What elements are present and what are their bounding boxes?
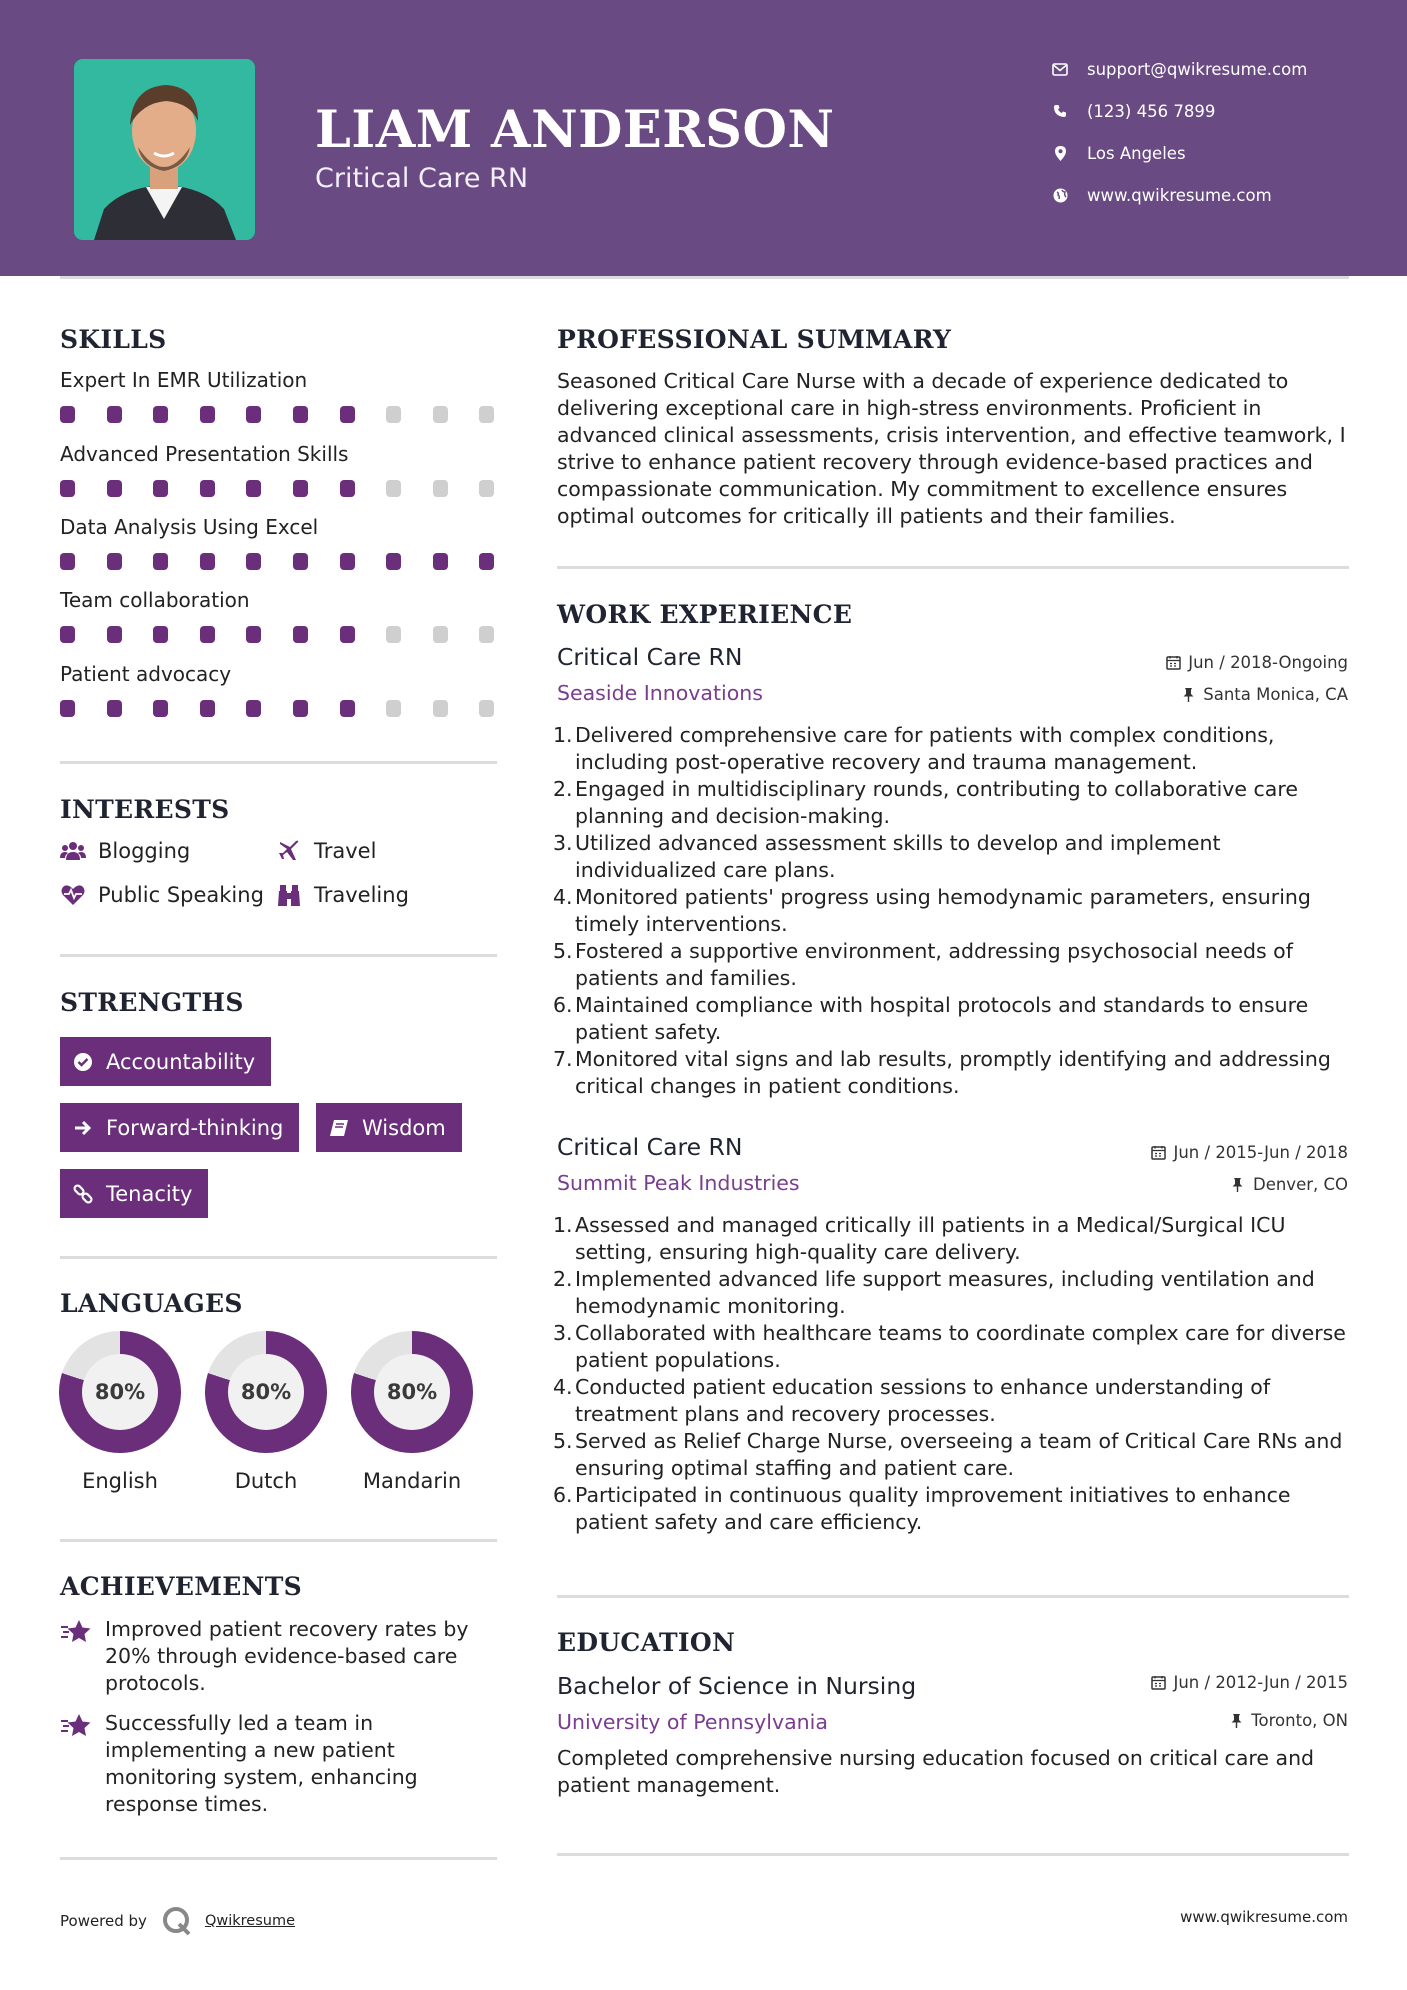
language-item — [351, 1331, 473, 1493]
interest-label: Public Speaking — [98, 883, 264, 907]
skill-dot-filled — [340, 700, 355, 717]
skill-dot-empty — [386, 480, 401, 497]
languages-heading: LANGUAGES — [60, 1289, 243, 1318]
bullet-number: 3. — [553, 1321, 573, 1345]
bullet-text: Assessed and managed critically ill patients in a Medical/Surgical ICU setting, ensuring high-quality care delivery. — [575, 1213, 1286, 1264]
achievements-heading: ACHIEVEMENTS — [60, 1572, 302, 1601]
skill-dot-filled — [153, 480, 168, 497]
thumbtack-icon — [1228, 1713, 1244, 1729]
skill-dot-filled — [293, 553, 308, 570]
skill-dot-empty — [433, 700, 448, 717]
skill-dot-filled — [433, 553, 448, 570]
section-divider — [60, 761, 497, 764]
section-divider — [60, 1539, 497, 1542]
skill-dot-filled — [293, 406, 308, 423]
education-location — [1228, 1711, 1348, 1730]
job-bullet — [553, 992, 1353, 1046]
job-bullet — [553, 938, 1353, 992]
job-bullet — [553, 884, 1353, 938]
qwikresume-link[interactable]: Qwikresume — [204, 1913, 296, 1929]
skill-dot-filled — [246, 700, 261, 717]
calendar-icon — [1165, 655, 1181, 671]
calendar-icon — [1150, 1675, 1166, 1691]
job-bullet — [553, 830, 1353, 884]
interest-item — [276, 838, 376, 864]
skill-dot-empty — [479, 406, 494, 423]
skill-dot-filled — [107, 626, 122, 643]
section-divider — [557, 566, 1349, 569]
map-pin-icon — [1050, 143, 1070, 163]
section-divider — [60, 1256, 497, 1259]
strength-label: Forward-thinking — [106, 1115, 284, 1140]
achievement-item — [60, 1710, 500, 1818]
skill-dot-filled — [60, 700, 75, 717]
skill-dot-filled — [107, 480, 122, 497]
footer-website[interactable]: www.qwikresume.com — [1180, 1908, 1348, 1926]
education-dates — [1150, 1673, 1348, 1692]
job-bullets — [553, 722, 1353, 1100]
powered-by-text: Powered by — [60, 1912, 147, 1930]
strengths-heading: STRENGTHS — [60, 988, 244, 1017]
skill-dot-empty — [479, 480, 494, 497]
skill-rating — [60, 553, 497, 570]
skill-dot-filled — [200, 553, 215, 570]
skill-dot-filled — [153, 626, 168, 643]
skill-dot-empty — [386, 700, 401, 717]
bullet-number: 1. — [553, 1213, 573, 1237]
language-name: Dutch — [234, 1469, 298, 1493]
contact-phone[interactable] — [1050, 101, 1215, 121]
job-dates — [1150, 1143, 1348, 1162]
language-percent: 80% — [228, 1354, 304, 1430]
globe-icon — [1050, 185, 1070, 205]
skill-dot-filled — [479, 553, 494, 570]
link-icon — [72, 1183, 94, 1205]
bullet-number: 4. — [553, 1375, 573, 1399]
degree-name: Bachelor of Science in Nursing — [557, 1672, 917, 1700]
skill-dot-filled — [200, 626, 215, 643]
bullet-number: 3. — [553, 831, 573, 855]
bullet-number: 6. — [553, 1483, 573, 1507]
skill-dot-empty — [479, 626, 494, 643]
job-bullet — [553, 1428, 1353, 1482]
bullet-text: Maintained compliance with hospital protocols and standards to ensure patient safety. — [575, 993, 1309, 1044]
header-divider — [60, 276, 1349, 279]
skill-dot-filled — [153, 700, 168, 717]
job-bullets — [553, 1212, 1353, 1536]
bullet-number: 4. — [553, 885, 573, 909]
section-divider — [557, 1853, 1349, 1856]
bullet-text: Served as Relief Charge Nurse, overseeing a team of Critical Care RNs and ensuring optimal staffing and patient care. — [575, 1429, 1343, 1480]
company-name: Summit Peak Industries — [557, 1171, 800, 1195]
language-item — [59, 1331, 181, 1493]
skill-dot-filled — [246, 406, 261, 423]
bullet-number: 2. — [553, 1267, 573, 1291]
contact-website[interactable] — [1050, 185, 1272, 205]
skill-name: Patient advocacy — [60, 662, 232, 686]
achievement-text: Successfully led a team in implementing a new patient monitoring system, enhancing response times. — [105, 1711, 418, 1816]
skill-dot-filled — [386, 553, 401, 570]
job-bullet — [553, 1266, 1353, 1320]
strength-badge — [316, 1103, 462, 1152]
job-title: Critical Care RN — [557, 643, 743, 671]
contact-phone-text: (123) 456 7899 — [1087, 101, 1216, 121]
job-location-text: Santa Monica, CA — [1203, 685, 1348, 704]
skill-dot-filled — [153, 406, 168, 423]
skill-dot-filled — [107, 553, 122, 570]
skill-dot-filled — [200, 406, 215, 423]
skill-dot-filled — [60, 553, 75, 570]
bullet-text: Participated in continuous quality improvement initiatives to enhance patient safety and care efficiency. — [575, 1483, 1291, 1534]
skill-dot-filled — [246, 626, 261, 643]
skill-rating — [60, 700, 497, 717]
plane-icon — [276, 838, 302, 864]
star-award-icon — [60, 1712, 92, 1742]
candidate-title: Critical Care RN — [315, 163, 529, 194]
star-award-icon — [60, 1618, 92, 1648]
job-bullet — [553, 776, 1353, 830]
job-bullet — [553, 1374, 1353, 1428]
strength-badge — [60, 1037, 271, 1086]
skill-name: Expert In EMR Utilization — [60, 368, 308, 392]
phone-icon — [1050, 101, 1070, 121]
bullet-number: 6. — [553, 993, 573, 1017]
skill-dot-empty — [433, 480, 448, 497]
job-title: Critical Care RN — [557, 1133, 743, 1161]
language-ring — [59, 1331, 181, 1453]
job-bullet — [553, 1482, 1353, 1536]
job-dates-text: Jun / 2018-Ongoing — [1188, 653, 1348, 672]
resume-header — [0, 0, 1407, 276]
experience-heading: WORK EXPERIENCE — [557, 600, 853, 629]
summary-text: Seasoned Critical Care Nurse with a decade of experience dedicated to delivering exceptional care in high-stress environments. Proficient in advanced clinical assessments, crisis intervention, and effective teamwork, I strive to enhance patient recovery through evidence-based practices and compassionate communication. My commitment to excellence ensures optimal outcomes for critically ill patients and their families. — [557, 369, 1346, 528]
users-icon — [60, 838, 86, 864]
interests-heading: INTERESTS — [60, 795, 230, 824]
interest-label: Traveling — [314, 883, 409, 907]
skill-dot-empty — [479, 700, 494, 717]
language-name: Mandarin — [362, 1469, 462, 1493]
bullet-number: 5. — [553, 1429, 573, 1453]
job-bullet — [553, 1320, 1353, 1374]
interest-item — [60, 838, 190, 864]
skill-dot-filled — [340, 626, 355, 643]
powered-by — [60, 1905, 295, 1937]
skill-dot-filled — [293, 626, 308, 643]
section-divider — [557, 1595, 1349, 1598]
language-item — [205, 1331, 327, 1493]
job-bullet — [553, 1212, 1353, 1266]
candidate-name: LIAM ANDERSON — [315, 100, 835, 160]
bullet-text: Fostered a supportive environment, addressing psychosocial needs of patients and families. — [575, 939, 1293, 990]
skill-rating — [60, 480, 497, 497]
bullet-text: Engaged in multidisciplinary rounds, contributing to collaborative care planning and decision-making. — [575, 777, 1298, 828]
skill-dot-empty — [386, 626, 401, 643]
job-bullet — [553, 722, 1353, 776]
check-circle-icon — [72, 1051, 94, 1073]
section-divider — [60, 1857, 497, 1860]
interest-label: Travel — [314, 839, 377, 863]
qwikresume-logo-icon — [161, 1905, 193, 1937]
summary-heading: PROFESSIONAL SUMMARY — [557, 325, 952, 354]
language-ring — [351, 1331, 473, 1453]
skill-dot-filled — [293, 700, 308, 717]
language-percent: 80% — [82, 1354, 158, 1430]
skill-dot-filled — [107, 406, 122, 423]
contact-email[interactable] — [1050, 59, 1307, 79]
job-location — [1180, 685, 1348, 704]
bullet-number: 5. — [553, 939, 573, 963]
skill-dot-filled — [340, 480, 355, 497]
skill-dot-filled — [60, 626, 75, 643]
achievement-text: Improved patient recovery rates by 20% through evidence-based care protocols. — [105, 1617, 469, 1695]
education-location-text: Toronto, ON — [1251, 1711, 1348, 1730]
job-location — [1230, 1175, 1348, 1194]
achievement-item — [60, 1616, 500, 1697]
skill-dot-filled — [107, 700, 122, 717]
skill-dot-filled — [293, 480, 308, 497]
skill-dot-filled — [340, 553, 355, 570]
bullet-number: 2. — [553, 777, 573, 801]
contact-website-text: www.qwikresume.com — [1087, 185, 1272, 205]
envelope-icon — [1050, 59, 1070, 79]
strength-label: Wisdom — [362, 1115, 446, 1140]
education-dates-text: Jun / 2012-Jun / 2015 — [1173, 1673, 1348, 1692]
skill-dot-empty — [386, 406, 401, 423]
strength-badge — [60, 1169, 208, 1218]
skill-name: Data Analysis Using Excel — [60, 515, 319, 539]
skill-dot-empty — [433, 406, 448, 423]
education-heading: EDUCATION — [557, 1628, 736, 1657]
thumbtack-icon — [1230, 1177, 1246, 1193]
language-name: English — [82, 1469, 158, 1493]
education-description: Completed comprehensive nursing education focused on critical care and patient management. — [557, 1746, 1315, 1797]
skill-dot-empty — [433, 626, 448, 643]
school-name: University of Pennsylvania — [557, 1710, 828, 1734]
arrow-right-icon — [72, 1117, 94, 1139]
interest-item — [276, 882, 409, 908]
interest-label: Blogging — [98, 839, 191, 863]
skill-name: Advanced Presentation Skills — [60, 442, 349, 466]
calendar-icon — [1150, 1145, 1166, 1161]
contact-location-text: Los Angeles — [1087, 143, 1186, 163]
thumbtack-icon — [1180, 687, 1196, 703]
bullet-text: Monitored vital signs and lab results, promptly identifying and addressing critical changes in patient conditions. — [575, 1047, 1331, 1098]
book-icon — [328, 1117, 350, 1139]
bullet-text: Delivered comprehensive care for patients with complex conditions, including post-operative recovery and trauma management. — [575, 723, 1275, 774]
binoculars-icon — [276, 882, 302, 908]
heartbeat-icon — [60, 882, 86, 908]
job-dates-text: Jun / 2015-Jun / 2018 — [1173, 1143, 1348, 1162]
bullet-text: Conducted patient education sessions to enhance understanding of treatment plans and recovery processes. — [575, 1375, 1271, 1426]
bullet-number: 1. — [553, 723, 573, 747]
profile-photo — [74, 59, 255, 240]
skill-rating — [60, 626, 497, 643]
strength-label: Accountability — [106, 1049, 256, 1074]
contact-email-text: support@qwikresume.com — [1087, 59, 1308, 79]
language-percent: 80% — [374, 1354, 450, 1430]
skill-dot-filled — [200, 700, 215, 717]
skill-dot-filled — [200, 480, 215, 497]
job-location-text: Denver, CO — [1252, 1175, 1348, 1194]
skill-dot-filled — [60, 406, 75, 423]
skill-rating — [60, 406, 497, 423]
bullet-text: Implemented advanced life support measures, including ventilation and hemodynamic monitoring. — [575, 1267, 1315, 1318]
bullet-text: Collaborated with healthcare teams to coordinate complex care for diverse patient populations. — [575, 1321, 1346, 1372]
skill-dot-filled — [340, 406, 355, 423]
contact-location — [1050, 143, 1186, 163]
section-divider — [60, 954, 497, 957]
bullet-text: Monitored patients' progress using hemodynamic parameters, ensuring timely interventions. — [575, 885, 1311, 936]
skill-dot-filled — [246, 480, 261, 497]
company-name: Seaside Innovations — [557, 681, 763, 705]
language-ring — [205, 1331, 327, 1453]
skill-dot-filled — [153, 553, 168, 570]
strength-badge — [60, 1103, 299, 1152]
skill-dot-filled — [60, 480, 75, 497]
skills-heading: SKILLS — [60, 325, 167, 354]
bullet-text: Utilized advanced assessment skills to develop and implement individualized care plans. — [575, 831, 1221, 882]
bullet-number: 7. — [553, 1047, 573, 1071]
job-dates — [1165, 653, 1348, 672]
skill-dot-filled — [246, 553, 261, 570]
strength-label: Tenacity — [106, 1181, 193, 1206]
skill-name: Team collaboration — [60, 588, 250, 612]
interest-item — [60, 882, 264, 908]
job-bullet — [553, 1046, 1353, 1100]
